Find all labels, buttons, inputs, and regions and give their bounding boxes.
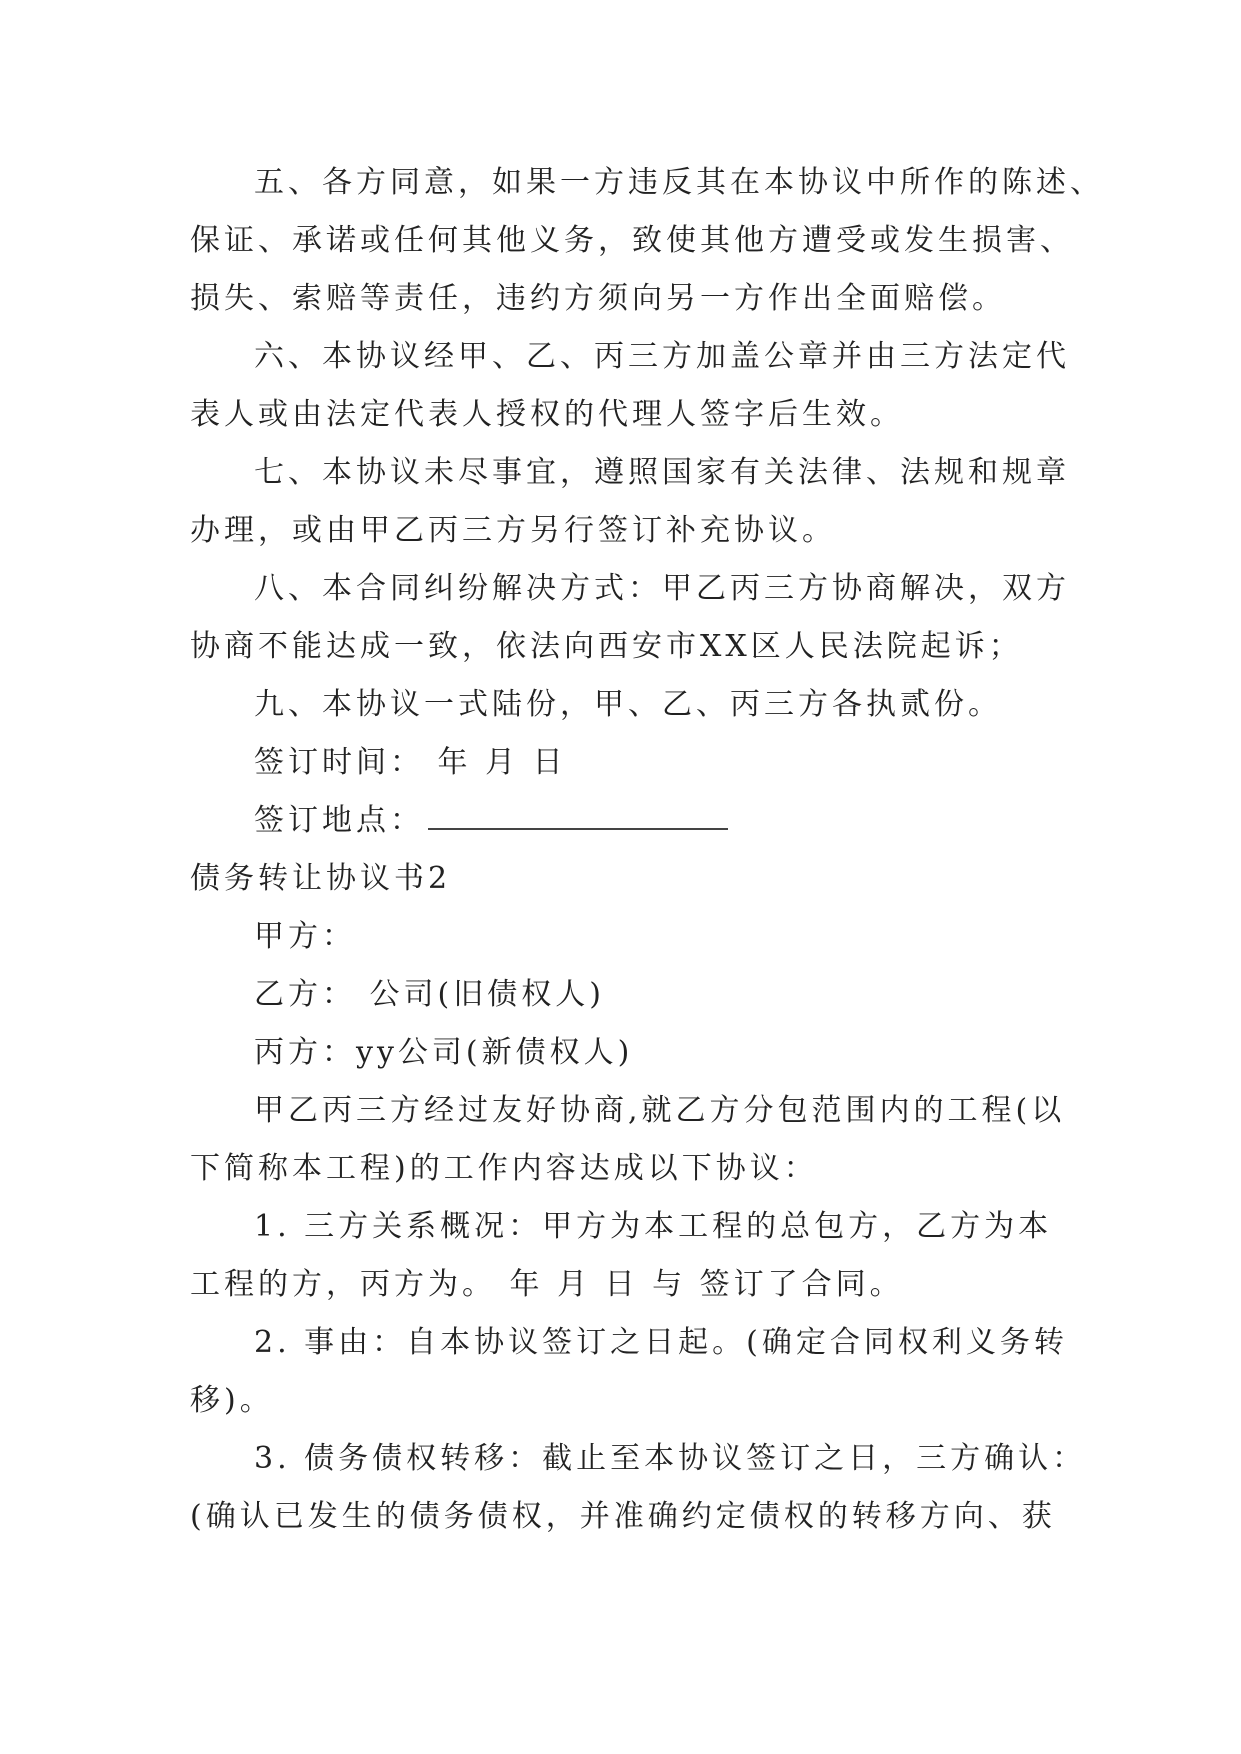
preamble-line-1: 甲乙丙三方经过友好协商,就乙方分包范围内的工程(以 <box>254 1093 1066 1128</box>
item-3-line-1: 3. 债务债权转移：截止至本协议签订之日，三方确认： <box>254 1441 1087 1476</box>
party-a: 甲方： <box>254 919 356 954</box>
clause-6-line-1: 六、本协议经甲、乙、丙三方加盖公章并由三方法定代 <box>254 339 1070 374</box>
item-2-line-1: 2. 事由：自本协议签订之日起。(确定合同权利义务转 <box>254 1325 1068 1360</box>
preamble-line-2: 下简称本工程)的工作内容达成以下协议： <box>190 1151 818 1186</box>
agreement-2-title: 债务转让协议书2 <box>190 861 452 896</box>
party-b: 乙方： 公司(旧债权人) <box>254 977 605 1012</box>
signing-place-blank <box>428 800 728 830</box>
clause-9: 九、本协议一式陆份，甲、乙、丙三方各执贰份。 <box>254 687 1002 722</box>
signing-place-label: 签订地点： <box>254 803 424 838</box>
item-2-line-2: 移)。 <box>190 1383 274 1418</box>
clause-6-line-2: 表人或由法定代表人授权的代理人签字后生效。 <box>190 397 904 432</box>
clause-5-line-3: 损失、索赔等责任，违约方须向另一方作出全面赔偿。 <box>190 281 1006 316</box>
clause-5-line-1: 五、各方同意，如果一方违反其在本协议中所作的陈述、 <box>254 165 1104 200</box>
party-c: 丙方：yy公司(新债权人) <box>254 1035 634 1070</box>
clause-8-line-2: 协商不能达成一致，依法向西安市XX区人民法院起诉； <box>190 629 1023 664</box>
item-3-line-2: (确认已发生的债务债权，并准确约定债权的转移方向、获 <box>190 1499 1056 1534</box>
clause-7-line-1: 七、本协议未尽事宜，遵照国家有关法律、法规和规章 <box>254 455 1070 490</box>
clause-5-line-2: 保证、承诺或任何其他义务，致使其他方遭受或发生损害、 <box>190 223 1074 258</box>
document-body <box>190 154 1104 1546</box>
item-1-line-1: 1. 三方关系概况：甲方为本工程的总包方，乙方为本 <box>254 1209 1053 1244</box>
signing-date: 签订时间： 年 月 日 <box>254 745 567 780</box>
clause-7-line-2: 办理，或由甲乙丙三方另行签订补充协议。 <box>190 513 836 548</box>
item-1-line-2: 工程的方，丙方为。 年 月 日 与 签订了合同。 <box>190 1267 904 1302</box>
signing-place <box>190 792 1070 850</box>
clause-8-line-1: 八、本合同纠纷解决方式：甲乙丙三方协商解决，双方 <box>254 571 1070 606</box>
